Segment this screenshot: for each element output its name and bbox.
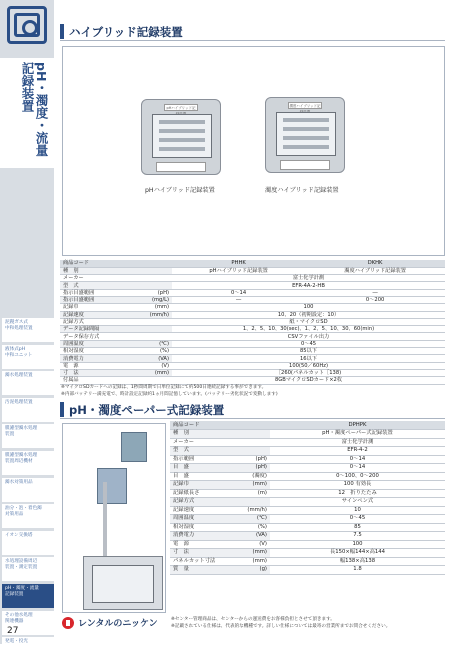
table-cell: 1.8: [270, 566, 445, 575]
table-header-row: [60, 260, 445, 267]
table-row: [60, 326, 445, 333]
table-cell: 100(50／60Hz): [172, 362, 445, 369]
table-cell: データ記録間隔: [60, 326, 132, 333]
table-row: [60, 318, 445, 325]
table-cell: 0〜14: [270, 455, 445, 464]
rail-title: pH・濁度・流量記録装置: [20, 62, 49, 157]
table-cell: 幅138×高138: [270, 557, 445, 566]
table-cell: 7.5: [270, 532, 445, 541]
table-cell: 1、2、5、10、30(sec)、1、2、5、10、30、60(min): [172, 326, 445, 333]
table-row: [170, 498, 445, 507]
table-cell: (℃): [230, 515, 270, 524]
section1-title: ハイブリッド記録装置: [69, 25, 183, 39]
rail-nav-item[interactable]: 泥鏝ガス式 中和処理装置: [2, 318, 54, 342]
table-cell: 指示範囲: [170, 455, 230, 464]
rail-nav-item[interactable]: 濁水処理装置: [2, 371, 54, 395]
table-row: [170, 540, 445, 549]
section1-bar: [60, 24, 64, 39]
table-cell: 相対湿度: [60, 348, 132, 355]
table-row: [60, 340, 445, 347]
table-cell: メーカー: [60, 275, 132, 282]
table-row: [60, 296, 445, 303]
table-cell: (pH): [230, 464, 270, 473]
table-cell: (mm): [230, 481, 270, 490]
table-row: [170, 549, 445, 558]
rail-nav-item[interactable]: 膜濾型濁水処理 装置: [2, 424, 54, 448]
table-cell: 100: [172, 304, 445, 311]
table-cell: 商品コード: [60, 260, 132, 267]
table-cell: (mm): [230, 557, 270, 566]
section2-header: [60, 400, 445, 419]
table-cell: (mm/h): [230, 506, 270, 515]
table-cell: 100 有効長: [270, 481, 445, 490]
caption-ph-hybrid: pHハイブリッド記録装置: [145, 187, 215, 194]
table-row: [60, 369, 445, 376]
table-cell: データ保存方式: [60, 333, 132, 340]
table-cell: (mm): [132, 369, 172, 376]
section1-photo-box: [62, 46, 445, 256]
table-row: [60, 311, 445, 318]
table-cell: 目 盛: [170, 472, 230, 481]
table-cell: [132, 326, 172, 333]
table-row: [170, 557, 445, 566]
table-row: [170, 430, 445, 439]
table-cell: 富士化学計測: [270, 438, 445, 447]
footer-notes: [171, 616, 390, 630]
rail-nav-item[interactable]: 発電・投光: [2, 637, 54, 661]
note-line-2: ※内部バッテリー満充電で、時計設定記録約1ヵ月間記憶しています。(バッテリー劣化状況で変動します): [61, 392, 278, 397]
caption-turbidity-hybrid: 濁度ハイブリッド記録装置: [265, 187, 339, 194]
table-cell: (%): [132, 348, 172, 355]
table-row: [60, 377, 445, 384]
footer-note-1: ※センター管理商品は、センターからの運送費をお客様負担とさせて頂きます。: [171, 617, 335, 622]
table-cell: 記録方式: [60, 318, 132, 325]
table-cell: EFR-4A-2-HB: [172, 282, 445, 289]
table-cell: 16以下: [172, 355, 445, 362]
table-cell: 指示目盛範囲: [60, 296, 132, 303]
table-cell: 記録紙長さ: [170, 489, 230, 498]
table-row: [170, 447, 445, 456]
table-cell: 型 式: [60, 282, 132, 289]
table-cell: サインペン式: [270, 498, 445, 507]
table-row: [170, 532, 445, 541]
table-row: [60, 355, 445, 362]
table-row: [60, 304, 445, 311]
table-row: [170, 438, 445, 447]
device-plate-1: pHハイブリッド記: [164, 104, 198, 111]
table-cell: (VA): [230, 532, 270, 541]
table-cell: PHHK: [172, 260, 305, 267]
rail-nav: [2, 318, 54, 664]
device-plate-2: 濁度ハイブリッド記: [289, 104, 321, 108]
table-cell: [230, 430, 270, 439]
table-cell: (%): [230, 523, 270, 532]
table-cell: 濁度ハイブリッド記録装置: [305, 267, 445, 274]
rail-nav-item[interactable]: 汚泥処理装置: [2, 398, 54, 422]
spec-table-hybrid: [60, 260, 445, 385]
rail-title-box: [0, 58, 54, 168]
table-row: [60, 348, 445, 355]
section1-header: [60, 22, 445, 41]
table-cell: 12 折りたたみ: [270, 489, 445, 498]
table-row: [170, 481, 445, 490]
table-cell: 電 源: [60, 362, 132, 369]
table-cell: 記録方式: [170, 498, 230, 507]
table-cell: (℃): [132, 340, 172, 347]
table-row: [170, 515, 445, 524]
rail-nav-item[interactable]: 液体式pH 中和ユニット: [2, 345, 54, 369]
table-cell: 長150×幅144×高144: [270, 549, 445, 558]
table-cell: [132, 282, 172, 289]
table-row: [170, 506, 445, 515]
section2-title: pH・濁度ペーパー式記録装置: [69, 403, 225, 417]
table-cell: (g): [230, 566, 270, 575]
table-cell: 10、20（初期設定：10）: [172, 311, 445, 318]
table-cell: 0〜45: [172, 340, 445, 347]
table-cell: (mg/L): [132, 296, 172, 303]
rail-nav-item[interactable]: 膜濾型濁水処理 装置周辺機材: [2, 451, 54, 475]
rail-nav-item[interactable]: 水処理設備周辺 装置・測定装置: [2, 557, 54, 581]
table-cell: 指示目盛範囲: [60, 289, 132, 296]
table-cell: [230, 498, 270, 507]
rail-nav-item[interactable]: その他水処理 関連機器: [2, 611, 54, 635]
table-cell: 種 別: [60, 267, 132, 274]
table-row: [170, 489, 445, 498]
table-row: [170, 472, 445, 481]
table-cell: [132, 333, 172, 340]
table-cell: 相対湿度: [170, 523, 230, 532]
left-rail: [0, 0, 54, 644]
table-cell: 型 式: [170, 447, 230, 456]
table-cell: (mm): [132, 304, 172, 311]
table-cell: 種 別: [170, 430, 230, 439]
table-row: [170, 464, 445, 473]
table-row: [170, 455, 445, 464]
table-cell: pHハイブリッド記録装置: [172, 267, 305, 274]
table-cell: 記録巾: [170, 481, 230, 490]
table-cell: 0〜14: [270, 464, 445, 473]
table-cell: ―: [172, 296, 305, 303]
table-cell: 寸 法: [60, 369, 132, 376]
table-cell: 付属品: [60, 377, 132, 384]
table-cell: EFR-4-2: [270, 447, 445, 456]
table-cell: 電 源: [170, 540, 230, 549]
table-cell: 記録速度: [170, 506, 230, 515]
table-cell: 商品コード: [170, 421, 230, 430]
table-cell: (pH): [132, 289, 172, 296]
table-cell: CSVファイル出力: [172, 333, 445, 340]
table-cell: (mm): [230, 549, 270, 558]
table-cell: DPHPK: [270, 421, 445, 430]
table-row: [60, 267, 445, 274]
table-cell: 質 量: [170, 566, 230, 575]
table-cell: [230, 421, 270, 430]
table-row: [170, 523, 445, 532]
table-cell: 0〜200: [305, 296, 445, 303]
paper-recorder-inset-image: [83, 556, 163, 610]
company-mark-icon: [62, 617, 74, 629]
table-cell: (濁度): [230, 472, 270, 481]
table-cell: (pH): [230, 455, 270, 464]
company-logo: [62, 616, 158, 629]
section2-bar: [60, 402, 64, 417]
ph-hybrid-device-image: [141, 99, 221, 175]
table-cell: 10: [270, 506, 445, 515]
turbidity-hybrid-device-image: [265, 97, 345, 173]
table-cell: 0〜100、0〜200: [270, 472, 445, 481]
rail-nav-item[interactable]: イオン交換塔: [2, 531, 54, 555]
table-cell: 消費電力: [60, 355, 132, 362]
table-cell: (V): [230, 540, 270, 549]
category-icon: [7, 6, 47, 44]
table-cell: [132, 318, 172, 325]
table-cell: パネルカット寸法: [170, 557, 230, 566]
table-cell: 紙・マイクロSD: [172, 318, 445, 325]
table-cell: ―: [305, 289, 445, 296]
table-cell: 0〜45: [270, 515, 445, 524]
table-cell: pH・濁度ペーパー式記録装置: [270, 430, 445, 439]
table-cell: 周囲温度: [170, 515, 230, 524]
rail-nav-item[interactable]: 油分・泡・着色濁 対策用品: [2, 504, 54, 528]
table-cell: メーカー: [170, 438, 230, 447]
table-cell: 記録巾: [60, 304, 132, 311]
table-cell: DKHK: [305, 260, 445, 267]
table-cell: (VA): [132, 355, 172, 362]
table-cell: 8GBマイクロSDカード×2枚: [172, 377, 445, 384]
table-cell: 85以下: [172, 348, 445, 355]
table-row: [60, 275, 445, 282]
table-row: [170, 566, 445, 575]
table-cell: (m): [230, 489, 270, 498]
table-row: [60, 333, 445, 340]
table-cell: (V): [132, 362, 172, 369]
table-row: [60, 289, 445, 296]
table-cell: 100: [270, 540, 445, 549]
page-number: 27: [7, 626, 19, 636]
table-cell: [132, 275, 172, 282]
table-cell: 寸 法: [170, 549, 230, 558]
table-cell: 0〜14: [172, 289, 305, 296]
table-cell: 85: [270, 523, 445, 532]
table-cell: [132, 377, 172, 384]
table-cell: 目 盛: [170, 464, 230, 473]
note-line-1: ※マイクロSDカードへの記録は、1秒間周期で日単位記録にて約500日連続記録する事ができます。: [61, 385, 267, 390]
table-cell: [132, 260, 172, 267]
table-cell: [132, 267, 172, 274]
table-cell: ［260(パネルカット［138): [172, 369, 445, 376]
table-row: [60, 362, 445, 369]
table-cell: 富士化学計測: [172, 275, 445, 282]
rail-nav-item[interactable]: 濁水対策用品: [2, 478, 54, 502]
table-row: [60, 282, 445, 289]
footer-note-2: ※記載されている仕様は、代表的な機種です。詳しい仕様については最寄の営業所までお問合せください。: [171, 624, 391, 629]
rail-nav-item[interactable]: pH・濁度・流量 記録装置: [2, 584, 54, 608]
spec-table-paper: [170, 421, 445, 575]
table-cell: (mm/h): [132, 311, 172, 318]
table-cell: [230, 438, 270, 447]
table-header-row: [170, 421, 445, 430]
paper-recorder-image: [62, 423, 166, 613]
table-cell: [230, 447, 270, 456]
company-name: レンタルのニッケン: [78, 619, 158, 629]
table-cell: 周囲温度: [60, 340, 132, 347]
table-cell: 消費電力: [170, 532, 230, 541]
table-cell: 記録速度: [60, 311, 132, 318]
